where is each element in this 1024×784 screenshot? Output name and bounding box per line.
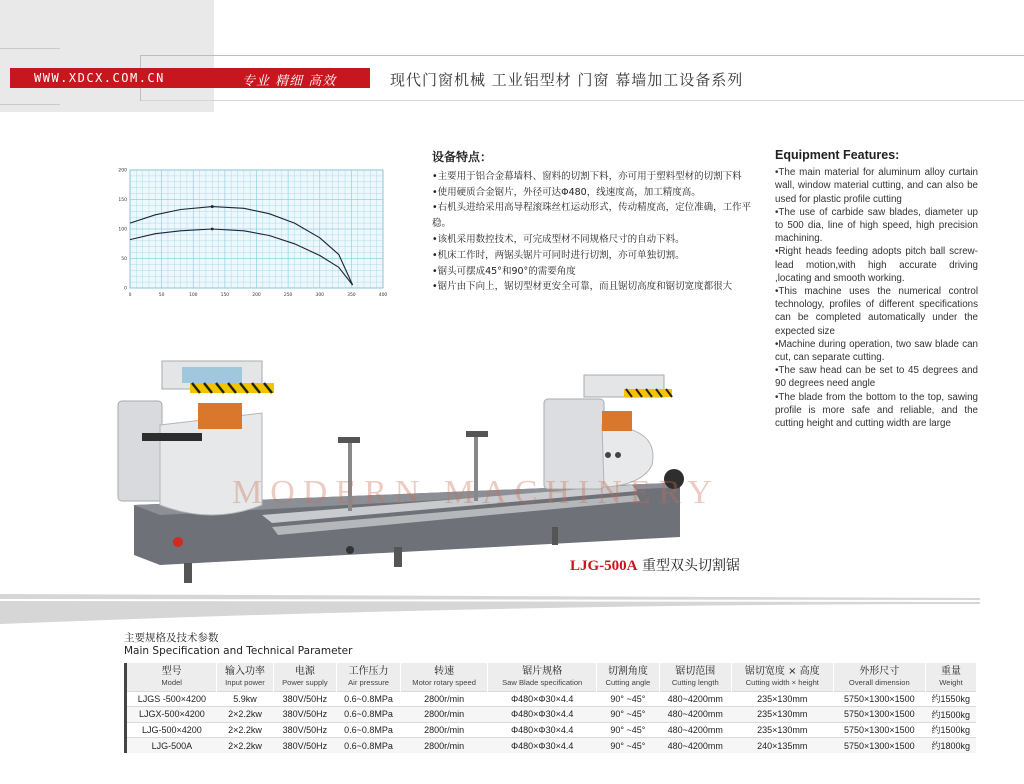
x-tick-label: 50 [158,293,165,298]
feature-cn-item: •使用硬质合金锯片，外径可达Φ480，线速度高，加工精度高。 [432,186,701,198]
feature-en-item: •The saw head can be set to 45 degrees and 90 degrees need angle [775,365,978,390]
left-clamp [142,433,202,441]
brand-watermark: MODERN MACHINERY [232,474,720,511]
feature-en-item: •The main material for aluminum alloy curtain wall, window material cutting, and can also be used for plastic profile cutting [775,167,978,205]
spec-table [124,663,976,753]
table-cell: 2×2.2kw [217,722,273,738]
table-cell: Φ480×Φ30×4.4 [488,691,597,707]
table-cell: 约1500kg [925,722,976,738]
table-cell: 480~4200mm [659,707,731,723]
feature-cn-item: •锯片由下向上，锯切型材更安全可靠，而且锯切高度和锯切宽度都很大 [432,281,733,293]
table-cell: 380V/50Hz [273,691,337,707]
table-cell: 480~4200mm [659,691,731,707]
table-cell: 0.6~0.8MPa [337,691,401,707]
feature-en-item: •Right heads feeding adopts pitch ball screw-lead motion,with high accurate driving ,locating and smooth working. [775,246,978,284]
machine-leg [552,527,558,545]
decor-line [0,48,60,49]
y-tick-label: 150 [118,198,127,203]
x-tick-label: 100 [188,293,198,298]
feature-cn-item: •锯头可摆成45°和90°的需要角度 [432,265,576,277]
col-overall-dimension: 外形尺寸 Overall dimension [833,663,925,691]
table-cell: LJGS -500×4200 [126,691,217,707]
table-cell: 90° ~45° [597,738,659,754]
features-en-title: Equipment Features: [775,148,900,162]
feature-cn-item: •该机采用数控技术，可完成型材不同规格尺寸的自动下料。 [432,233,685,245]
support-head [466,431,488,437]
table-row [126,722,977,738]
table-cell: 90° ~45° [597,691,659,707]
table-cell: 5750×1300×1500 [833,722,925,738]
control-knob-icon [615,452,621,458]
x-tick-label: 250 [283,293,293,298]
x-tick-label: 300 [315,293,325,298]
y-tick-label: 200 [118,168,127,174]
features-en [775,149,978,430]
col-input-power: 输入功率 Input power [217,663,273,691]
port-icon [346,546,354,554]
table-cell: 2800r/min [400,722,487,738]
x-tick-label: 150 [220,293,230,298]
x-tick-label: 400 [378,293,388,298]
header-rule-top [140,55,1024,56]
table-cell: 0.6~0.8MPa [337,738,401,754]
table-cell: 235×130mm [731,691,833,707]
table-cell: Φ480×Φ30×4.4 [488,722,597,738]
table-cell: 0.6~0.8MPa [337,707,401,723]
table-cell: 380V/50Hz [273,722,337,738]
product-name: 重型双头切割锯 [641,558,740,574]
col-air-pressure: 工作压力 Air pressure [337,663,401,691]
site-url[interactable]: WWW.XDCX.COM.CN [34,71,165,85]
swoosh-highlight [0,600,980,601]
header-red-bar [10,68,370,88]
left-head-housing [118,401,162,501]
table-cell: 5.9kw [217,691,273,707]
table-cell: LJG-500×4200 [126,722,217,738]
control-knob-icon [605,452,611,458]
left-guard-window [182,367,242,383]
table-row [126,707,977,723]
swoosh-shape [0,594,980,624]
table-cell: 380V/50Hz [273,707,337,723]
table-cell: 约1550kg [925,691,976,707]
table-cell: 约1500kg [925,707,976,723]
chart-grid [130,170,383,288]
x-tick-label: 350 [347,293,356,298]
col-cutting-size: 锯切宽度 × 高度 Cutting width × height [731,663,833,691]
table-row [126,691,977,707]
table-cell: 2800r/min [400,707,487,723]
machine-leg [394,547,402,567]
decor-line [0,104,60,105]
col-model: 型号 Model [126,663,217,691]
table-cell: 约1800kg [925,738,976,754]
table-cell: Φ480×Φ30×4.4 [488,738,597,754]
series-point [211,205,214,208]
table-cell: 90° ~45° [597,722,659,738]
feature-en-item: •The use of carbide saw blades, diameter up to 500 dia, line of high speed, high precision machining. [775,206,978,245]
features-cn-title: 设备特点： [432,150,493,164]
col-power-supply: 电源 Power supply [273,663,337,691]
col-weight: 重量 Weight [925,663,976,691]
table-cell: 380V/50Hz [273,738,337,754]
feature-cn-item: •主要用于铝合金幕墙料、窗料的切割下料，亦可用于塑料型材的切割下料 [432,170,742,182]
y-tick-label: 0 [124,286,127,292]
col-rotary-speed: 转速 Motor rotary speed [400,663,487,691]
feature-en-item: •Machine during operation, two saw blade can cut, can separate cutting. [775,338,978,364]
y-tick-label: 50 [121,257,127,262]
section-swoosh [0,590,1024,630]
feature-en-item: •This machine uses the numerical control technology, profiles of different specifications can be completed automatically under the expected size [775,286,978,337]
emergency-stop-icon [173,537,183,547]
table-cell: LJGX-500×4200 [126,707,217,723]
product-caption [570,555,740,575]
table-cell: 235×130mm [731,707,833,723]
machine-illustration [112,355,692,585]
header-rule-bottom [140,100,1024,101]
table-cell: LJG-500A [126,738,217,754]
table-cell: 480~4200mm [659,722,731,738]
table-row [126,738,977,754]
features-cn [432,150,752,295]
col-blade-spec: 锯片规格 Saw Blade specification [488,663,597,691]
spec-title [124,632,352,658]
feature-cn-item: •右机头进给采用高导程滚珠丝杠运动形式，传动精度高，定位准确，工作平稳。 [432,202,752,230]
table-cell: 5750×1300×1500 [833,691,925,707]
speed-curve-chart [110,158,396,300]
product-model: LJG-500A [570,558,638,574]
x-tick-label: 200 [252,293,261,298]
spec-header-row [126,663,977,691]
table-cell: 240×135mm [731,738,833,754]
table-cell: 2×2.2kw [217,738,273,754]
col-cutting-angle: 切割角度 Cutting angle [597,663,659,691]
x-tick-label: 0 [128,293,132,298]
table-cell: 480~4200mm [659,738,731,754]
feature-en-item: •The blade from the bottom to the top, sawing profile is more safe and reliable, and the cutting height and cutting width are large [775,391,978,430]
feature-cn-item: •机床工作时，两锯头锯片可同时进行切割，亦可单独切割。 [432,249,685,261]
col-cutting-length: 锯切范围 Cutting length [659,663,731,691]
y-tick-label: 100 [118,227,127,233]
table-cell: 0.6~0.8MPa [337,722,401,738]
corner-decoration [0,0,214,112]
page-title: 现代门窗机械 工业铝型材 门窗 幕墙加工设备系列 [390,71,744,89]
table-cell: Φ480×Φ30×4.4 [488,707,597,723]
table-cell: 5750×1300×1500 [833,707,925,723]
table-cell: 90° ~45° [597,707,659,723]
spec-title-cn: 主要规格及技术参数 [124,632,219,644]
table-cell: 2800r/min [400,738,487,754]
machine-leg [184,563,192,583]
series-point [211,228,214,231]
spec-title-en: Main Specification and Technical Parameter [124,645,353,657]
table-cell: 2×2.2kw [217,707,273,723]
table-cell: 5750×1300×1500 [833,738,925,754]
left-motor [198,403,242,429]
support-head [338,437,360,443]
right-motor [602,411,632,431]
slogan: 专业 精细 高效 [242,74,337,89]
table-cell: 2800r/min [400,691,487,707]
table-cell: 235×130mm [731,722,833,738]
